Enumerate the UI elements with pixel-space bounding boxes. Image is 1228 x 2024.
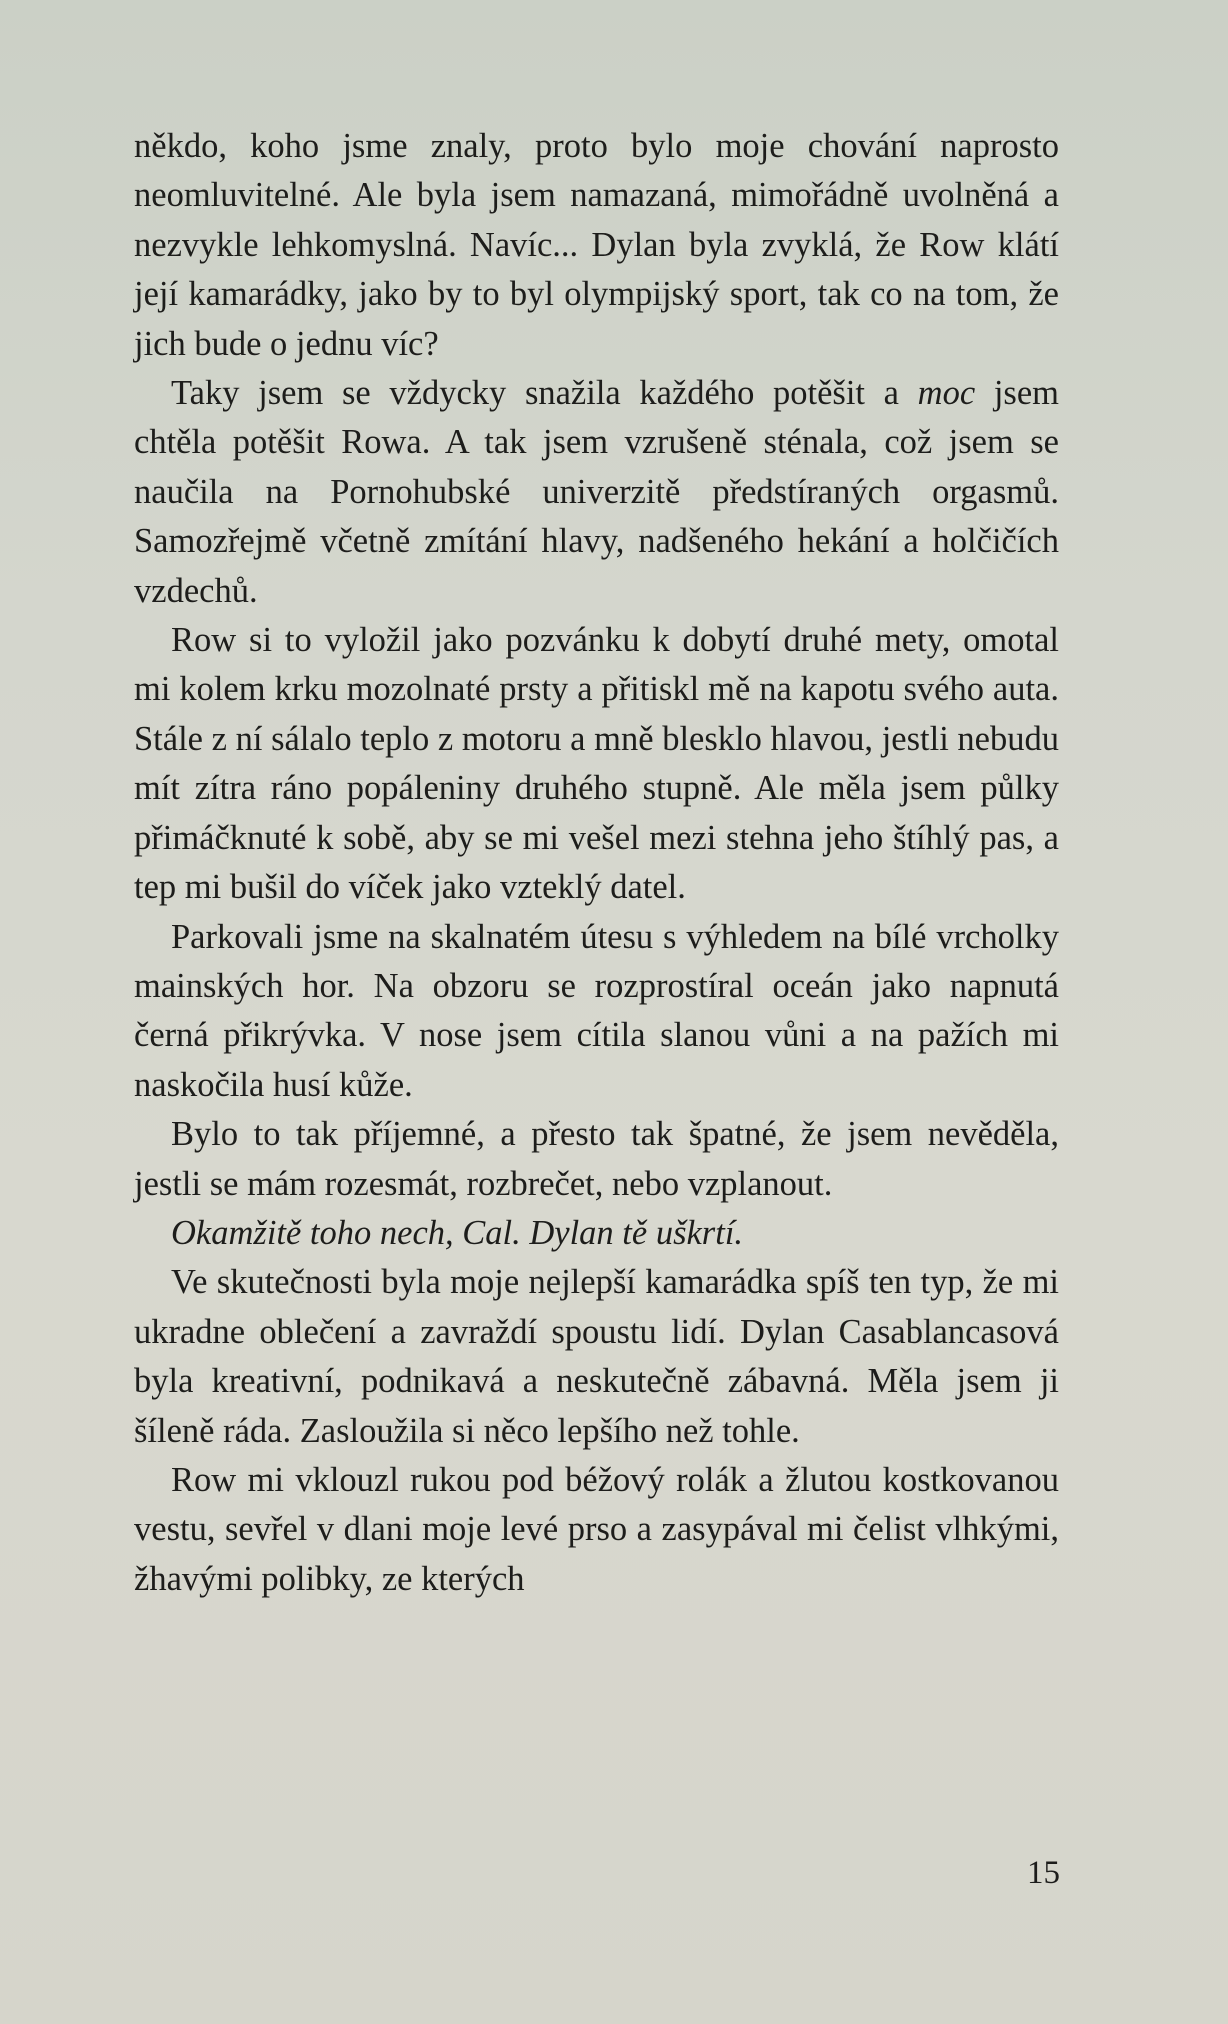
paragraph-2-text-after: jsem chtěla potěšit Rowa. A tak jsem vzrušeně sténala, což jsem se naučila na Pornohubské univerzitě předstíraných orgasmů. Samozřejmě včetně zmítání hlavy, nadšeného hekání a holčičích vzdechů. <box>134 374 1059 610</box>
paragraph-2-text-before: Taky jsem se vždycky snažila každého potěšit a <box>171 374 918 413</box>
paragraph-8: Row mi vklouzl rukou pod béžový rolák a žlutou kostkovanou vestu, sevřel v dlani moje levé prso a zasypával mi čelist vlhkými, žhavými polibky, ze kterých <box>134 1460 1059 1598</box>
paragraph-2-emphasis: moc <box>917 374 976 413</box>
page-number: 15 <box>1027 1855 1060 1891</box>
paragraph-4: Parkovali jsme na skalnatém útesu s výhledem na bílé vrcholky mainských hor. Na obzoru se rozprostíral oceán jako napnutá černá přikrývka. V nose jsem cítila slanou vůni a na pažích mi naskočila husí kůže. <box>134 917 1059 1104</box>
paragraph-1: někdo, koho jsme znaly, proto bylo moje chování naprosto neomluvitelné. Ale byla jsem namazaná, mimořádně uvolněná a nezvykle lehkomyslná. Navíc... Dylan byla zvyklá, že Row klátí její kamarádky, jako by to byl olympijský sport, tak co na tom, že jich bude o jednu víc? <box>134 127 1059 363</box>
paragraph-2 <box>134 369 1059 616</box>
paragraph-7: Ve skutečnosti byla moje nejlepší kamarádka spíš ten typ, že mi ukradne oblečení a zavraždí spoustu lidí. Dylan Casablancasová byla kreativní, podnikavá a neskutečně zábavná. Měla jsem ji šíleně ráda. Zasloužila si něco lepšího než tohle. <box>134 1263 1059 1450</box>
paragraph-6-italic-thought: Okamžitě toho nech, Cal. Dylan tě uškrtí. <box>171 1213 744 1252</box>
paragraph-3: Row si to vyložil jako pozvánku k dobytí druhé mety, omotal mi kolem krku mozolnaté prsty a přitiskl mě na kapotu svého auta. Stále z ní sálalo teplo z motoru a mně blesklo hlavou, jestli nebudu mít zítra ráno popáleniny druhého stupně. Ale měla jsem půlky přimáčknuté k sobě, aby se mi vešel mezi stehna jeho štíhlý pas, a tep mi bušil do víček jako vzteklý datel. <box>134 621 1059 907</box>
paragraph-5: Bylo to tak příjemné, a přesto tak špatné, že jsem nevěděla, jestli se mám rozesmát, rozbrečet, nebo vzplanout. <box>134 1115 1059 1203</box>
body-text <box>134 122 1059 1604</box>
